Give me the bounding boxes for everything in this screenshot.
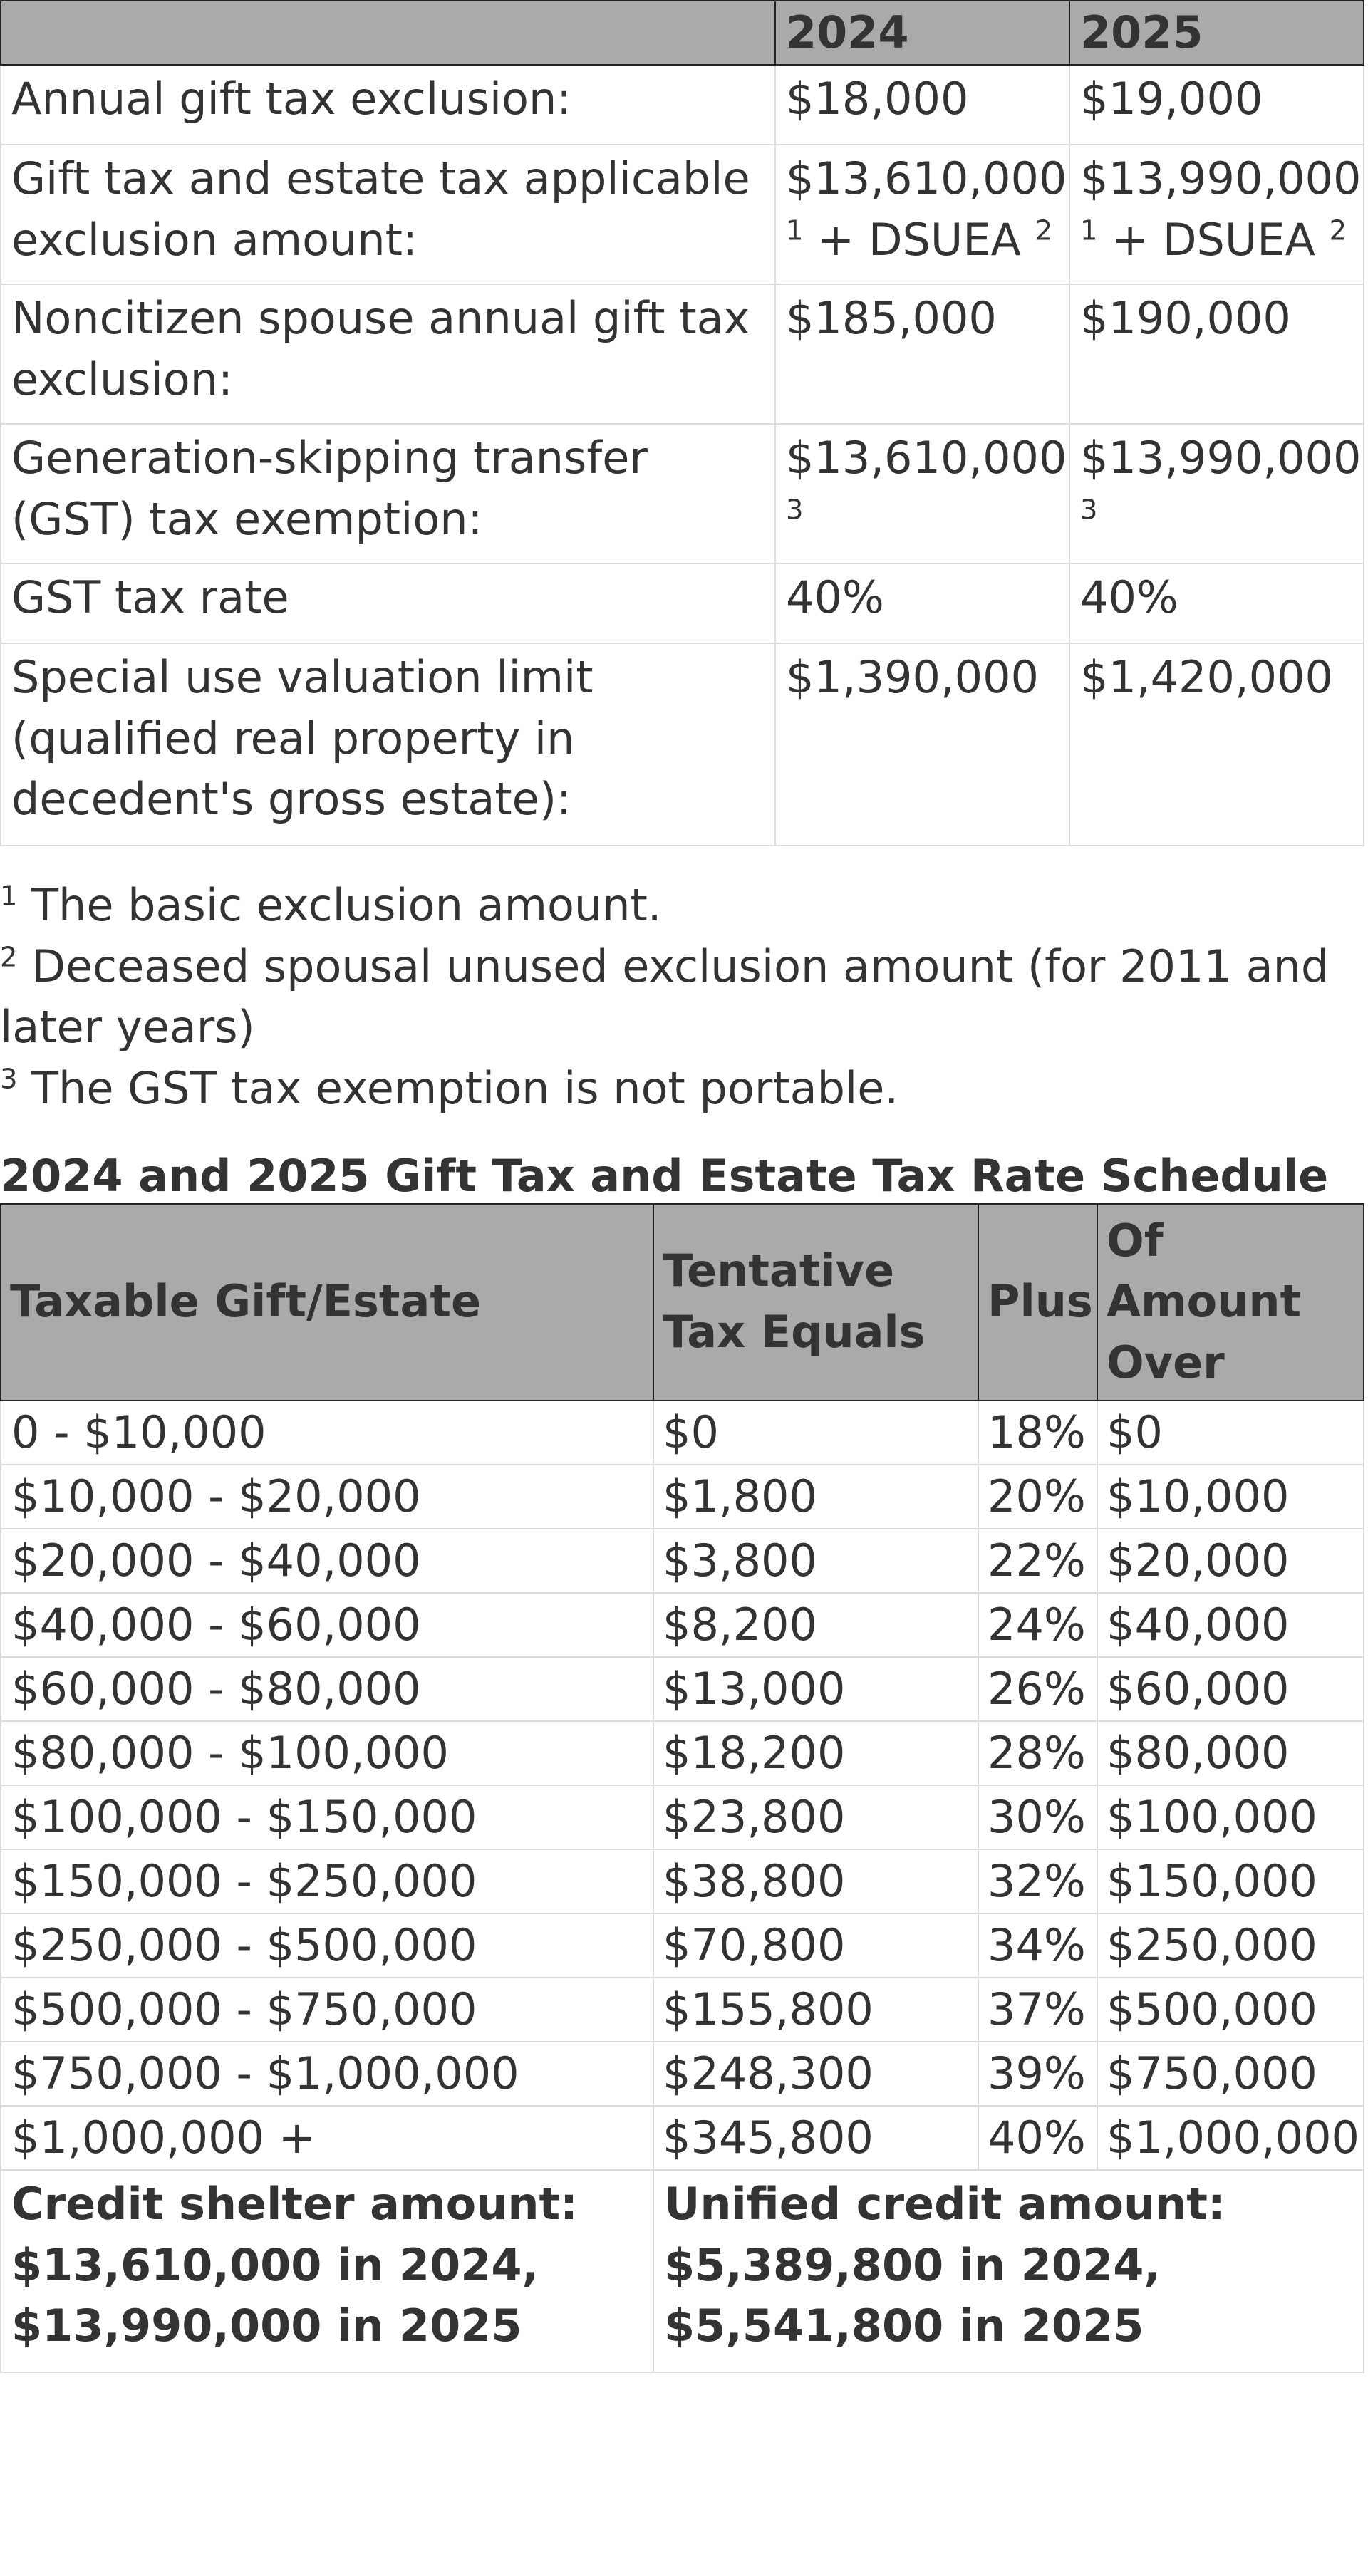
taxable-range: $20,000 - $40,000 — [1, 1529, 653, 1593]
rate-percent: 30% — [978, 1785, 1097, 1849]
value-2025: 40% — [1069, 564, 1364, 643]
amount-over: $750,000 — [1097, 2042, 1364, 2106]
value-2025 — [1069, 145, 1364, 284]
header-tentative-tax: Tentative Tax Equals — [653, 1204, 978, 1401]
table-row — [1, 1721, 1364, 1785]
taxable-range: $40,000 - $60,000 — [1, 1593, 653, 1657]
header-of-amount-over: Of Amount Over — [1097, 1204, 1364, 1401]
footnote-text: The basic exclusion amount. — [17, 879, 662, 931]
tentative-tax: $3,800 — [653, 1529, 978, 1593]
exclusion-table-header-row — [1, 1, 1364, 65]
table-row — [1, 424, 1364, 564]
table-row — [1, 643, 1364, 846]
value-2025: $1,420,000 — [1069, 643, 1364, 846]
tentative-tax: $8,200 — [653, 1593, 978, 1657]
table-row — [1, 1657, 1364, 1721]
dsuea-text: + DSUEA — [803, 213, 1035, 266]
unified-credit-amount: Unified credit amount: $5,389,800 in 2024, $5,541,800 in 2025 — [653, 2170, 1364, 2372]
value-2024 — [775, 424, 1069, 564]
value-2025 — [1069, 424, 1364, 564]
table-row — [1, 1529, 1364, 1593]
exclusion-header-2024: 2024 — [775, 1, 1069, 65]
footnotes — [0, 875, 1363, 1118]
footnote-1 — [0, 875, 1363, 936]
header-taxable-gift-estate: Taxable Gift/Estate — [1, 1204, 653, 1401]
row-label: Noncitizen spouse annual gift tax exclusion: — [1, 284, 775, 424]
rate-percent: 22% — [978, 1529, 1097, 1593]
header-plus: Plus — [978, 1204, 1097, 1401]
rate-percent: 34% — [978, 1913, 1097, 1978]
amount-over: $150,000 — [1097, 1849, 1364, 1913]
tentative-tax: $18,200 — [653, 1721, 978, 1785]
footnote-mark: 2 — [0, 940, 18, 973]
rate-schedule-body — [1, 1401, 1364, 2170]
rate-percent: 24% — [978, 1593, 1097, 1657]
footnote-ref: 1 — [1080, 214, 1098, 246]
table-row — [1, 284, 1364, 424]
taxable-range: 0 - $10,000 — [1, 1401, 653, 1465]
table-row — [1, 1401, 1364, 1465]
taxable-range: $60,000 - $80,000 — [1, 1657, 653, 1721]
rate-percent: 32% — [978, 1849, 1097, 1913]
value-2024: $18,000 — [775, 65, 1069, 145]
taxable-range: $500,000 - $750,000 — [1, 1978, 653, 2042]
rate-percent: 18% — [978, 1401, 1097, 1465]
amount-over: $40,000 — [1097, 1593, 1364, 1657]
rate-schedule-title: 2024 and 2025 Gift Tax and Estate Tax Rate Schedule — [0, 1150, 1329, 1203]
amount-over: $1,000,000 — [1097, 2106, 1364, 2170]
amount-over: $10,000 — [1097, 1465, 1364, 1529]
rate-percent: 28% — [978, 1721, 1097, 1785]
exclusion-table — [0, 0, 1364, 846]
amount-over: $250,000 — [1097, 1913, 1364, 1978]
row-label: Annual gift tax exclusion: — [1, 65, 775, 145]
row-label: Generation-skipping transfer (GST) tax exemption: — [1, 424, 775, 564]
credit-shelter-amount: Credit shelter amount: $13,610,000 in 2024, $13,990,000 in 2025 — [1, 2170, 653, 2372]
value-amount: $13,610,000 — [786, 152, 1067, 204]
amount-over: $20,000 — [1097, 1529, 1364, 1593]
tentative-tax: $155,800 — [653, 1978, 978, 2042]
rate-percent: 40% — [978, 2106, 1097, 2170]
rate-percent: 26% — [978, 1657, 1097, 1721]
tentative-tax: $38,800 — [653, 1849, 978, 1913]
value-amount: $13,990,000 — [1080, 432, 1362, 484]
footnote-mark: 3 — [0, 1062, 18, 1095]
exclusion-header-label — [1, 1, 775, 65]
amount-over: $60,000 — [1097, 1657, 1364, 1721]
footnote-ref: 3 — [786, 493, 804, 526]
footnote-text: The GST tax exemption is not portable. — [17, 1061, 899, 1114]
value-2024 — [775, 145, 1069, 284]
taxable-range: $750,000 - $1,000,000 — [1, 2042, 653, 2106]
value-2024: $185,000 — [775, 284, 1069, 424]
summary-row — [1, 2170, 1364, 2372]
value-2024: 40% — [775, 564, 1069, 643]
table-row — [1, 65, 1364, 145]
tentative-tax: $248,300 — [653, 2042, 978, 2106]
table-row — [1, 2042, 1364, 2106]
tentative-tax: $0 — [653, 1401, 978, 1465]
value-2025: $19,000 — [1069, 65, 1364, 145]
rate-percent: 37% — [978, 1978, 1097, 2042]
taxable-range: $250,000 - $500,000 — [1, 1913, 653, 1978]
amount-over: $80,000 — [1097, 1721, 1364, 1785]
footnote-ref: 3 — [1080, 493, 1098, 526]
row-label: Special use valuation limit (qualified real property in decedent's gross estate): — [1, 643, 775, 846]
taxable-range: $80,000 - $100,000 — [1, 1721, 653, 1785]
table-row — [1, 1465, 1364, 1529]
tentative-tax: $1,800 — [653, 1465, 978, 1529]
footnote-ref: 2 — [1035, 214, 1053, 246]
value-2025: $190,000 — [1069, 284, 1364, 424]
footnote-2 — [0, 936, 1363, 1058]
footnote-ref: 1 — [786, 214, 804, 246]
row-label: GST tax rate — [1, 564, 775, 643]
value-2024: $1,390,000 — [775, 643, 1069, 846]
rate-percent: 39% — [978, 2042, 1097, 2106]
dsuea-text: + DSUEA — [1097, 213, 1330, 266]
footnote-mark: 1 — [0, 880, 18, 913]
footnote-3 — [0, 1058, 1363, 1119]
value-amount: $13,610,000 — [786, 432, 1067, 484]
rate-schedule-header-row — [1, 1204, 1364, 1401]
tentative-tax: $345,800 — [653, 2106, 978, 2170]
rate-schedule-table — [0, 1203, 1364, 2374]
table-row — [1, 145, 1364, 284]
taxable-range: $100,000 - $150,000 — [1, 1785, 653, 1849]
value-amount: $13,990,000 — [1080, 152, 1362, 204]
taxable-range: $10,000 - $20,000 — [1, 1465, 653, 1529]
amount-over: $500,000 — [1097, 1978, 1364, 2042]
table-row — [1, 1785, 1364, 1849]
amount-over: $100,000 — [1097, 1785, 1364, 1849]
footnote-text: Deceased spousal unused exclusion amount (for 2011 and later years) — [0, 940, 1343, 1054]
tentative-tax: $13,000 — [653, 1657, 978, 1721]
table-row — [1, 2106, 1364, 2170]
exclusion-header-2025: 2025 — [1069, 1, 1364, 65]
table-row — [1, 1913, 1364, 1978]
tentative-tax: $70,800 — [653, 1913, 978, 1978]
amount-over: $0 — [1097, 1401, 1364, 1465]
taxable-range: $1,000,000 + — [1, 2106, 653, 2170]
table-row — [1, 1978, 1364, 2042]
row-label: Gift tax and estate tax applicable exclusion amount: — [1, 145, 775, 284]
rate-percent: 20% — [978, 1465, 1097, 1529]
table-row — [1, 1849, 1364, 1913]
table-row — [1, 1593, 1364, 1657]
tentative-tax: $23,800 — [653, 1785, 978, 1849]
table-row — [1, 564, 1364, 643]
taxable-range: $150,000 - $250,000 — [1, 1849, 653, 1913]
footnote-ref: 2 — [1329, 214, 1347, 246]
